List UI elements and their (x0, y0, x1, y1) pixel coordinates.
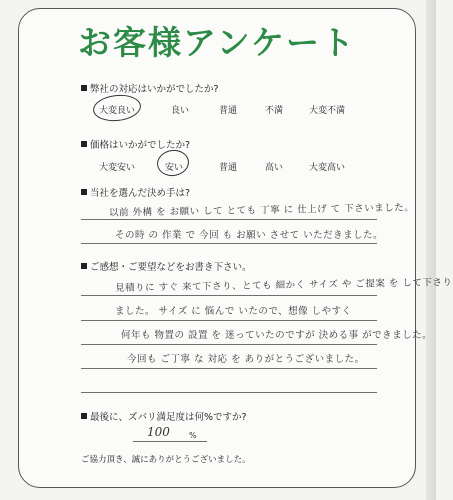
comment-line-4: 今回も ご丁寧 な 対応 を ありがとうございました。 (127, 354, 365, 365)
option-price-3[interactable]: 普通 (219, 163, 238, 173)
selection-circle-price (155, 148, 190, 178)
answer-rule (81, 344, 377, 345)
answer-rule (81, 243, 377, 244)
answer-rule (81, 320, 377, 321)
answer-rule (81, 392, 377, 393)
question-satisfaction-label: 最後に、ズバリ満足度は何%ですか? (90, 412, 247, 423)
option-service-2[interactable]: 良い (171, 106, 190, 116)
bullet-square-icon (81, 413, 87, 419)
option-price-5[interactable]: 大変高い (309, 163, 346, 173)
footer-thanks: ご協力頂き、誠にありがとうございました。 (81, 455, 251, 465)
answer-rule (81, 219, 377, 220)
satisfaction-value: 100 (147, 425, 170, 439)
comment-line-3: 何年も 物置の 設置 を 迷っていたのですが 決める事 ができました。 (121, 330, 433, 341)
question-price-label: 価格はいかがでしたか? (90, 140, 191, 151)
question-comments-label: ご感想・ご要望などをお書き下さい。 (90, 262, 252, 273)
option-price-2[interactable]: 安い (165, 163, 184, 173)
option-price-1[interactable]: 大変安い (99, 163, 136, 173)
survey-sheet (18, 8, 453, 488)
bullet-square-icon (81, 189, 87, 195)
option-service-4[interactable]: 不満 (265, 106, 284, 116)
answer-rule (81, 368, 377, 369)
selection-circle-service (92, 93, 142, 124)
question-service-label: 弊社の対応はいかがでしたか? (90, 84, 219, 95)
bullet-square-icon (81, 85, 87, 91)
question-comments (81, 259, 252, 273)
comment-line-1: 見積りに すぐ 来て下さり、とても 細かく サイズ や ご提案 を して下さり (114, 277, 453, 294)
satisfaction-rule (133, 441, 207, 442)
option-service-1[interactable]: 大変良い (99, 106, 136, 116)
question-satisfaction (81, 409, 247, 423)
option-price-4[interactable]: 高い (265, 163, 284, 173)
answer-rule (81, 295, 377, 296)
bullet-square-icon (81, 263, 87, 269)
reason-line-2: その時 の 作業 で 今回 も お願い させて いただきました。 (115, 230, 384, 241)
question-reason-label: 当社を選んだ決め手は? (90, 188, 191, 199)
bullet-square-icon (81, 141, 87, 147)
question-reason (81, 185, 190, 199)
comment-line-2: ました。 サイズ に 悩んで いたので、想像 しやすく (115, 306, 352, 317)
option-service-5[interactable]: 大変不満 (309, 106, 346, 116)
survey-title: お客様アンケート (77, 23, 357, 62)
satisfaction-unit: % (189, 431, 197, 440)
page-edge (426, 0, 436, 500)
reason-line-1: 以前 外構 を お願い して とても 丁寧 に 仕上げ て 下さいました。 (108, 202, 415, 219)
question-service (81, 81, 219, 95)
option-service-3[interactable]: 普通 (219, 106, 238, 116)
